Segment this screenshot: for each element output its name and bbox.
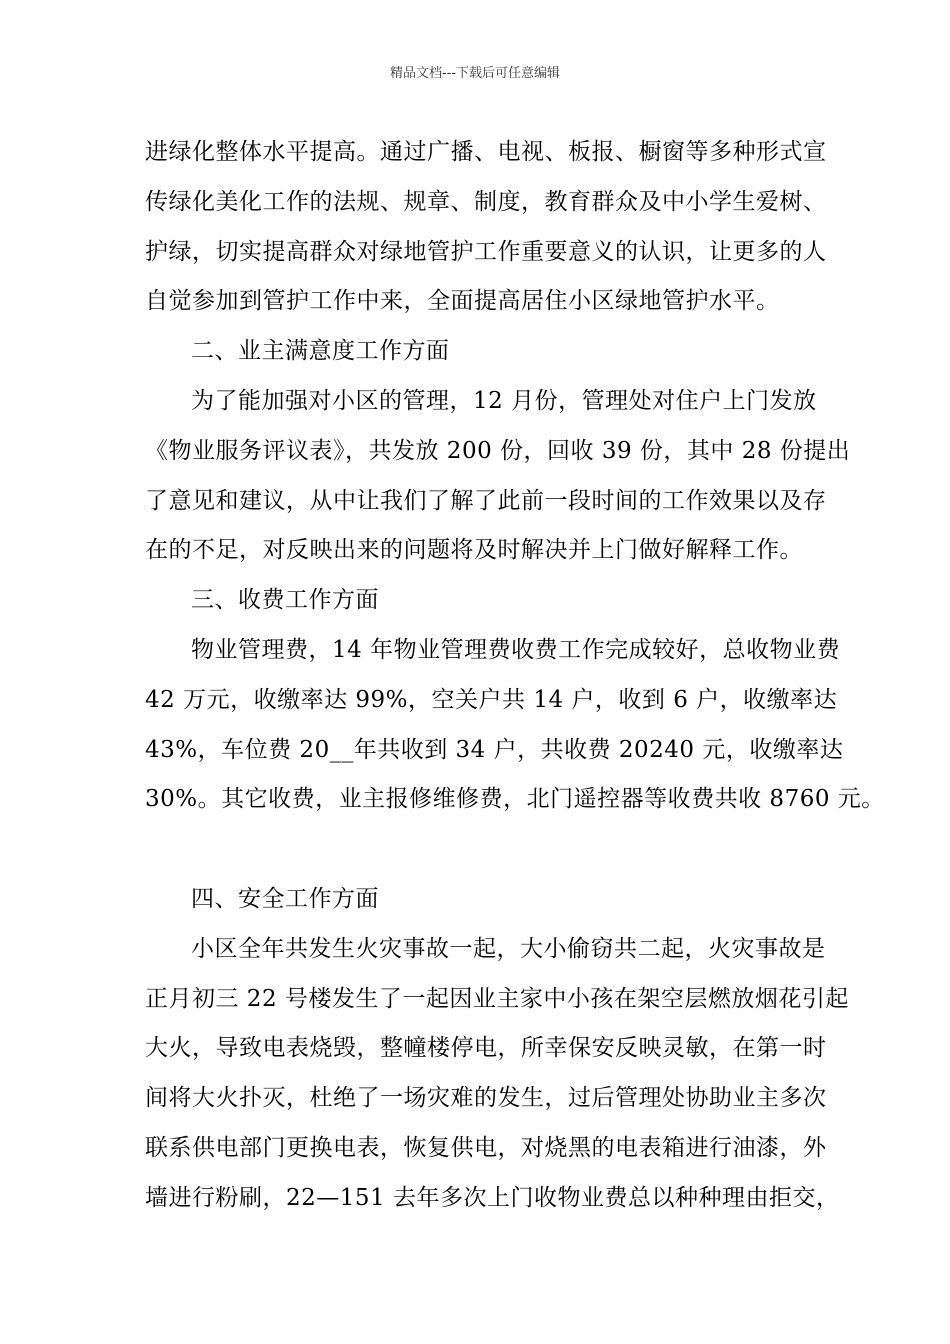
paragraph-line: 43%，车位费 20__年共收到 34 户，共收费 20240 元，收缴率达 xyxy=(145,736,844,763)
section-heading-safety: 四、安全工作方面 xyxy=(191,885,379,912)
paragraph-line: 正月初三 22 号楼发生了一起因业主家中小孩在架空层燃放烟花引起 xyxy=(145,985,849,1012)
paragraph-line: 物业管理费，14 年物业管理费收费工作完成较好，总收物业费 xyxy=(191,636,841,663)
paragraph-line: 为了能加强对小区的管理，12 月份，管理处对住户上门发放 xyxy=(191,387,817,414)
blank-line xyxy=(145,831,820,881)
section-heading-fee-collection: 三、收费工作方面 xyxy=(191,587,379,614)
paragraph-line: 自觉参加到管护工作中来，全面提高居住小区绿地管护水平。 xyxy=(145,288,780,315)
paragraph-line: 了意见和建议，从中让我们了解了此前一段时间的工作效果以及存 xyxy=(145,487,827,514)
paragraph-line: 间将大火扑灭，杜绝了一场灾难的发生，过后管理处协助业主多次 xyxy=(145,1085,827,1112)
paragraph-line: 大火，导致电表烧毁，整幢楼停电，所幸保安反映灵敏，在第一时 xyxy=(145,1035,827,1062)
paragraph-line: 墙进行粉刷，22—151 去年多次上门收物业费总以种种理由拒交， xyxy=(145,1184,840,1211)
paragraph-line: 42 万元，收缴率达 99%，空关户共 14 户，收到 6 户，收缴率达 xyxy=(145,686,838,713)
section-heading-owner-satisfaction: 二、业主满意度工作方面 xyxy=(191,338,450,365)
paragraph-line: 《物业服务评议表》，共发放 200 份，回收 39 份，其中 28 份提出 xyxy=(145,437,851,464)
paragraph-line: 小区全年共发生火灾事故一起，大小偷窃共二起，火灾事故是 xyxy=(191,935,826,962)
paragraph-line: 30%。其它收费，业主报修维修费，北门遥控器等收费共收 8760 元。 xyxy=(145,786,885,813)
paragraph-line: 联系供电部门更换电表，恢复供电，对烧黑的电表箱进行油漆，外 xyxy=(145,1134,827,1161)
paragraph-line: 在的不足，对反映出来的问题将及时解决并上门做好解释工作。 xyxy=(145,537,803,564)
paragraph-line: 护绿，切实提高群众对绿地管护工作重要意义的认识，让更多的人 xyxy=(145,238,827,265)
paragraph-line: 传绿化美化工作的法规、规章、制度，教育群众及中小学生爱树、 xyxy=(145,188,827,215)
page-header: 精品文档---下载后可任意编辑 xyxy=(389,66,561,81)
document-body xyxy=(145,134,885,1230)
paragraph-line: 进绿化整体水平提高。通过广播、电视、板报、橱窗等多种形式宣 xyxy=(145,139,827,165)
